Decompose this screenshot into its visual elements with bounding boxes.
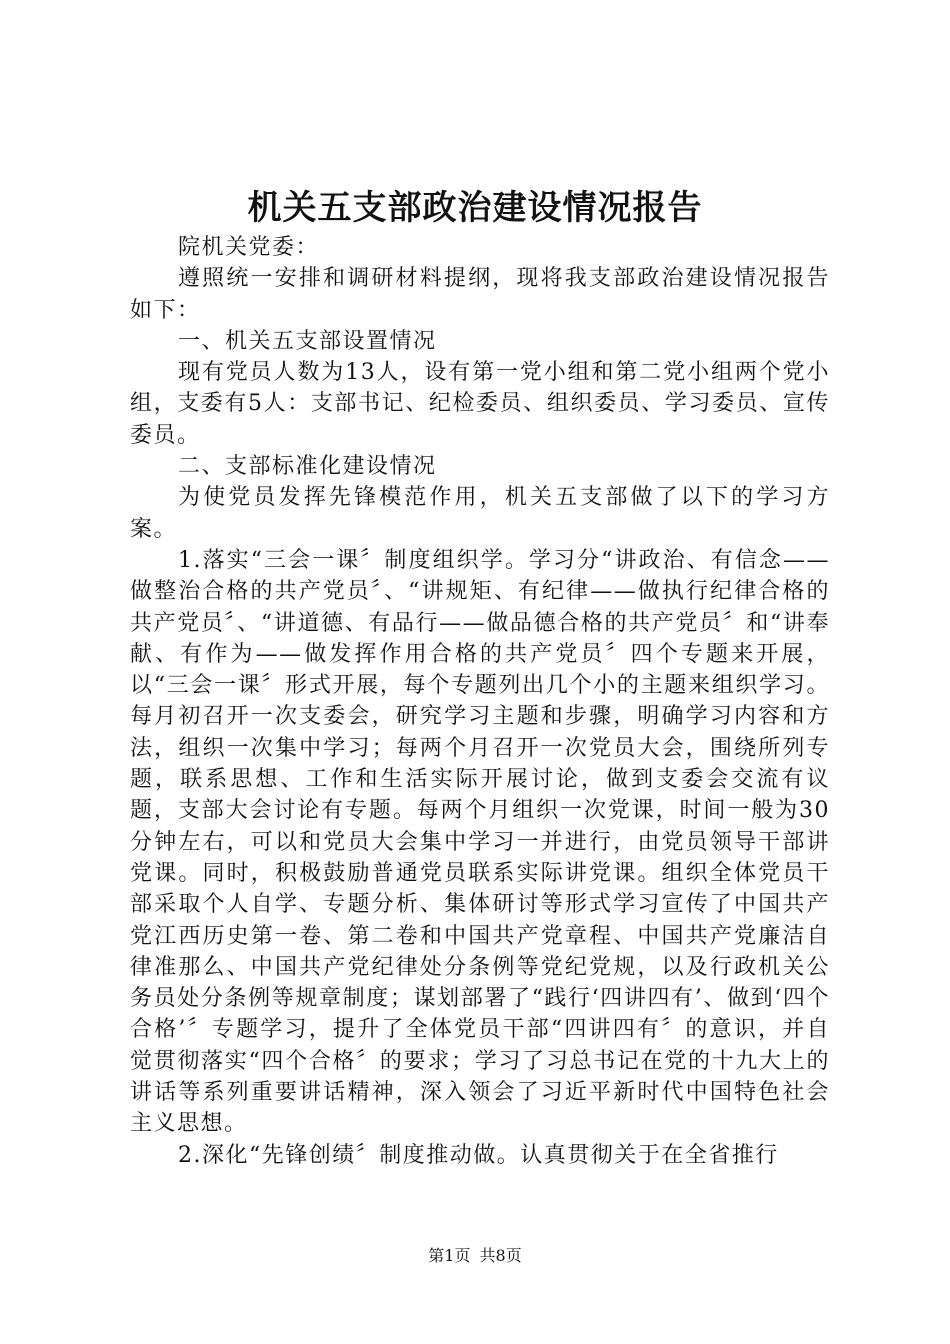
- paragraph-item-2: 2.深化“先锋创绩〞制度推动做。认真贯彻关于在全省推行: [178, 1142, 779, 1168]
- page-total: 共8页: [479, 1246, 522, 1265]
- paragraph-intro: 遵照统一安排和调研材料提纲，现将我支部政治建设情况报告如下：: [130, 266, 830, 323]
- document-body: [130, 232, 830, 1171]
- paragraph-members: 现有党员人数为13人，设有第一党小组和第二党小组两个党小组，支委有5人：支部书记、纪检委员、组织委员、学习委员、宣传委员。: [130, 360, 830, 448]
- section-heading-1: 一、机关五支部设置情况: [178, 328, 437, 354]
- paragraph-plan: 为使党员发挥先锋模范作用，机关五支部做了以下的学习方案。: [130, 485, 830, 542]
- salutation: 院机关党委：: [178, 235, 320, 260]
- page-footer: [0, 1246, 950, 1266]
- page-number: 第1页: [428, 1246, 471, 1265]
- section-heading-2: 二、支部标准化建设情况: [178, 454, 437, 480]
- document-title: 机关五支部政治建设情况报告: [247, 188, 703, 228]
- paragraph-item-1: 1.落实“三会一课〞制度组织学。学习分“讲政治、有信念——做整治合格的共产党员〞、“讲规矩、有纪律——做执行纪律合格的共产党员〞、“讲道德、有品行——做品德合格的共产党员〞和“讲奉献、有作为——做发挥作用合格的共产党员〞四个专题来开展，以“三会一课〞形式开展，每个专题列出几个小的主题来组织学习。每月初召开一次支委会，研究学习主题和步骤，明确学习内容和方法，组织一次集中学习；每两个月召开一次党员大会，围绕所列专题，联系思想、工作和生活实际开展讨论，做到支委会交流有议题，支部大会讨论有专题。每两个月组织一次党课，时间一般为30分钟左右，可以和党员大会集中学习一并进行，由党员领导干部讲党课。同时，积极鼓励普通党员联系实际讲党课。组织全体党员干部采取个人自学、专题分析、集体研讨等形式学习宣传了中国共产党江西历史第一卷、第二卷和中国共产党章程、中国共产党廉洁自律准那么、中国共产党纪律处分条例等党纪党规，以及行政机关公务员处分条例等规章制度；谋划部署了“践行‘四讲四有’、做到‘四个合格’〞专题学习，提升了全体党员干部“四讲四有〞的意识，并自觉贯彻落实“四个合格〞的要求；学习了习总书记在党的十九大上的讲话等系列重要讲话精神，深入领会了习近平新时代中国特色社会主义思想。: [130, 547, 830, 1137]
